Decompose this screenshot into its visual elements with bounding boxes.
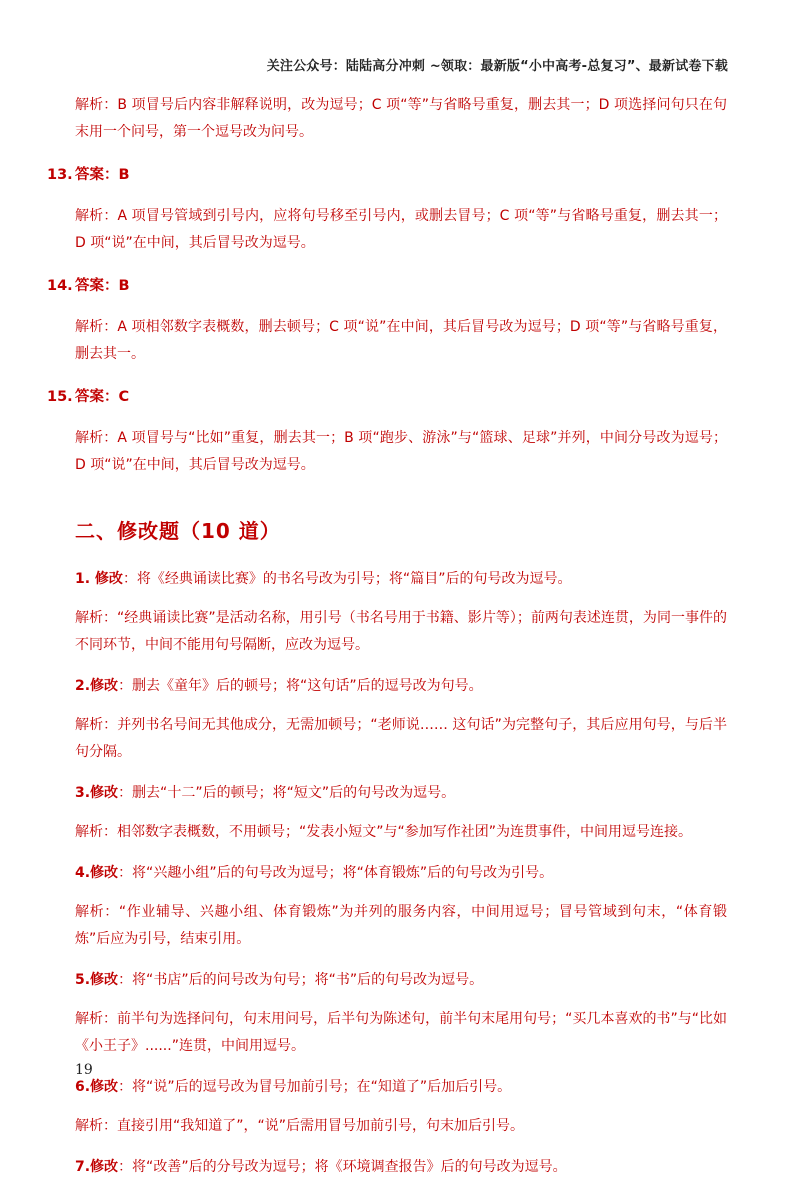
revision-explanation: 解析：相邻数字表概数，不用顿号；“发表小短文”与“参加写作社团”为连贯事件，中间用逗号连接。: [75, 824, 693, 840]
answer-label: 答案：B: [75, 278, 130, 294]
revision-label: 3.修改: [75, 785, 119, 801]
revision-text: ：删去《童年》后的顿号；将“这句话”后的逗号改为句号。: [118, 678, 483, 694]
revision-label: 6.修改: [75, 1079, 119, 1095]
revision-item: [75, 1074, 727, 1140]
revision-item: [75, 860, 727, 953]
page-number: 19: [75, 1062, 93, 1078]
revision-item: [75, 1154, 727, 1181]
revision-label: 2.修改: [75, 678, 119, 694]
answer-item: [47, 273, 727, 368]
revision-text: ：将“兴趣小组”后的句号改为逗号；将“体育锻炼”后的句号改为引号。: [118, 865, 554, 881]
answer-explanation: 解析：A 项相邻数字表概数，删去顿号；C 项“说”在中间，其后冒号改为逗号；D 项“等”与省略号重复，删去其一。: [75, 319, 727, 362]
answer-label: 答案：C: [75, 389, 130, 405]
revision-explanation: 解析：直接引用“我知道了”，“说”后需用冒号加前引号，句末加后引号。: [75, 1118, 525, 1134]
answer-explanation: 解析：A 项冒号管域到引号内，应将句号移至引号内，或删去冒号；C 项“等”与省略号重复，删去其一；D 项“说”在中间，其后冒号改为逗号。: [75, 208, 727, 251]
section-title: 二、修改题（10 道）: [75, 519, 281, 543]
revision-text: ：将“说”后的逗号改为冒号加前引号；在“知道了”后加后引号。: [118, 1079, 512, 1095]
revision-label: 5.修改: [75, 972, 119, 988]
revision-item: [75, 566, 727, 659]
answer-item: [47, 384, 727, 479]
revision-explanation: 解析：并列书名号间无其他成分，无需加顿号；“老师说…… 这句话”为完整句子，其后应用句号，与后半句分隔。: [75, 717, 727, 760]
revision-label: 1. 修改: [75, 571, 123, 587]
answer-item: [47, 162, 727, 257]
revision-explanation: 解析：“作业辅导、兴趣小组、体育锻炼”为并列的服务内容，中间用逗号；冒号管域到句末，“体育锻炼”后应为引号，结束引用。: [75, 904, 727, 947]
answer-number: 15.: [47, 389, 73, 405]
page-content: [47, 92, 727, 1193]
page-header: 关注公众号：陆陆高分冲刺 ~领取：最新版“小中高考-总复习”、最新试卷下载: [266, 59, 728, 74]
revision-text: ：将“书店”后的问号改为句号；将“书”后的句号改为逗号。: [118, 972, 484, 988]
revision-explanation: 解析：前半句为选择问句，句末用问号，后半句为陈述句，前半句末尾用句号；“买几本喜欢的书”与“比如《小王子》......”连贯，中间用逗号。: [75, 1011, 727, 1054]
revision-text: ：删去“十二”后的顿号；将“短文”后的句号改为逗号。: [118, 785, 456, 801]
revision-item: [75, 967, 727, 1060]
revision-label: 7.修改: [75, 1159, 119, 1175]
revision-explanation: 解析：“经典诵读比赛”是活动名称，用引号（书名号用于书籍、影片等）；前两句表述连贯，为同一事件的不同环节，中间不能用句号隔断，应改为逗号。: [75, 610, 727, 653]
revision-item: [75, 673, 727, 766]
revision-text: ：将“改善”后的分号改为逗号；将《环境调查报告》后的句号改为逗号。: [118, 1159, 567, 1175]
revision-label: 4.修改: [75, 865, 119, 881]
answer-number: 13.: [47, 167, 73, 183]
answer-label: 答案：B: [75, 167, 130, 183]
answer-number: 14.: [47, 278, 73, 294]
intro-explanation: 解析：B 项冒号后内容非解释说明，改为逗号；C 项“等”与省略号重复，删去其一；D 项选择问句只在句末用一个问号，第一个逗号改为问号。: [75, 97, 727, 140]
revision-item: [75, 780, 727, 846]
revision-text: ：将《经典诵读比赛》的书名号改为引号；将“篇目”后的句号改为逗号。: [122, 571, 572, 587]
answer-explanation: 解析：A 项冒号与“比如”重复，删去其一；B 项“跑步、游泳”与“篮球、足球”并列，中间分号改为逗号；D 项“说”在中间，其后冒号改为逗号。: [75, 430, 727, 473]
